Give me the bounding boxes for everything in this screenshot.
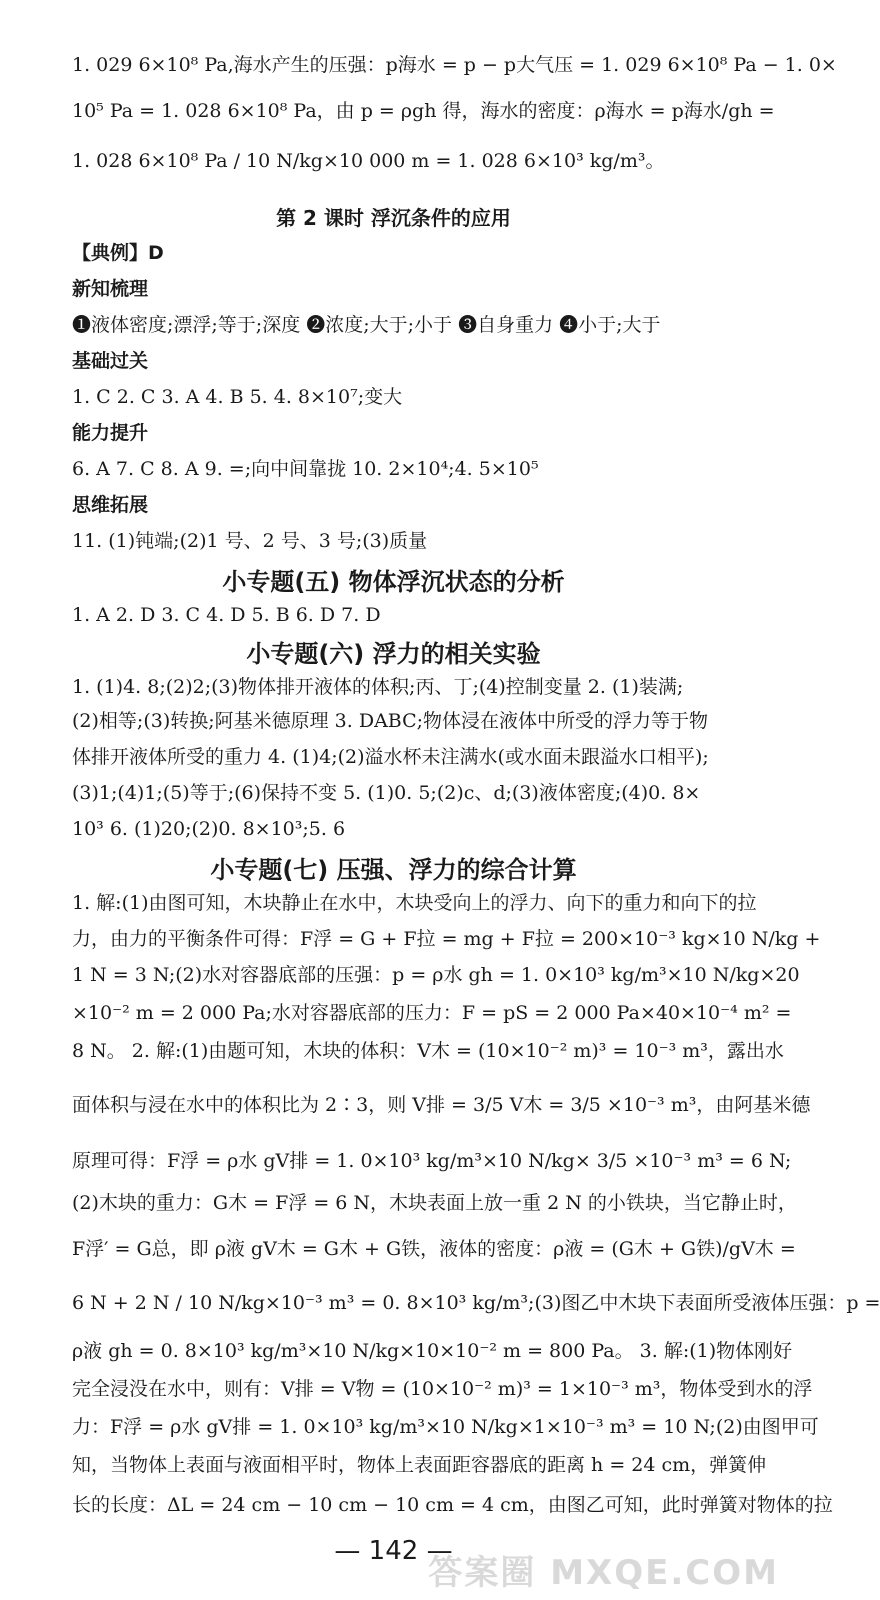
watermark-logo: 答案圈 MXQE.COM <box>428 1553 779 1593</box>
topic7-title: 小专题(七) 压强、浮力的综合计算 <box>210 856 577 884</box>
heading-new-knowledge: 新知梳理 <box>72 278 149 300</box>
example-answer: 【典例】D <box>72 242 164 264</box>
page-number: — 142 — <box>334 1536 453 1566</box>
text-line: ρ液 gh = 0. 8×10³ kg/m³×10 N/kg×10×10⁻² m = 800 Pa。 3. 解:(1)物体刚好 <box>72 1340 793 1362</box>
text-line: 知，当物体上表面与液面相平时，物体上表面距容器底的距离 h = 24 cm，弹簧伸 <box>72 1454 767 1476</box>
heading-ability: 能力提升 <box>72 422 149 444</box>
text-line: 原理可得：F浮 = ρ水 gV排 = 1. 0×10³ kg/m³×10 N/kg× 3/5 ×10⁻³ m³ = 6 N; <box>72 1150 792 1172</box>
text-line: (2)木块的重力：G木 = F浮 = 6 N，木块表面上放一重 2 N 的小铁块，当它静止时， <box>72 1192 797 1214</box>
text-line: 完全浸没在水中，则有：V排 = V物 = (10×10⁻² m)³ = 1×10⁻³ m³，物体受到水的浮 <box>72 1378 813 1400</box>
text-line: 10⁵ Pa = 1. 028 6×10⁸ Pa，由 p = ρgh 得，海水的密度：ρ海水 = p海水/gh = <box>72 100 775 122</box>
thinking-answers: 11. (1)钝端;(2)1 号、2 号、3 号;(3)质量 <box>72 530 428 552</box>
topic5-title: 小专题(五) 物体浮沉状态的分析 <box>222 568 565 596</box>
text-line: ×10⁻² m = 2 000 Pa;水对容器底部的压力：F = pS = 2 000 Pa×40×10⁻⁴ m² = <box>72 1002 792 1024</box>
text-line: 力：F浮 = ρ水 gV排 = 1. 0×10³ kg/m³×10 N/kg×1×10⁻³ m³ = 10 N;(2)由图甲可 <box>72 1416 819 1438</box>
text-line: 1. 028 6×10⁸ Pa / 10 N/kg×10 000 m = 1. 028 6×10³ kg/m³。 <box>72 150 665 172</box>
lesson-title: 第 2 课时 浮沉条件的应用 <box>276 206 511 230</box>
text-line: 面体积与浸在水中的体积比为 2∶3，则 V排 = 3/5 V木 = 3/5 ×10⁻³ m³，由阿基米德 <box>72 1094 811 1116</box>
text-line: F浮′ = G总，即 ρ液 gV木 = G木 + G铁，液体的密度：ρ液 = (G木 + G铁)/gV木 = <box>72 1238 796 1260</box>
topic6-title: 小专题(六) 浮力的相关实验 <box>246 640 541 668</box>
ability-answers: 6. A 7. C 8. A 9. =;向中间靠拢 10. 2×10⁴;4. 5×10⁵ <box>72 458 539 480</box>
text-line: 长的长度：ΔL = 24 cm − 10 cm − 10 cm = 4 cm，由图乙可知，此时弹簧对物体的拉 <box>72 1494 833 1516</box>
heading-thinking: 思维拓展 <box>72 494 149 516</box>
text-line: 6 N + 2 N / 10 N/kg×10⁻³ m³ = 0. 8×10³ kg/m³;(3)图乙中木块下表面所受液体压强：p = <box>72 1292 880 1314</box>
text-line: 体排开液体所受的重力 4. (1)4;(2)溢水杯未注满水(或水面未跟溢水口相平); <box>72 746 709 768</box>
text-line: (2)相等;(3)转换;阿基米德原理 3. DABC;物体浸在液体中所受的浮力等于物 <box>72 710 709 732</box>
new-knowledge-answers: ❶液体密度;漂浮;等于;深度 ❷浓度;大于;小于 ❸自身重力 ❹小于;大于 <box>72 314 661 336</box>
text-line: 10³ 6. (1)20;(2)0. 8×10³;5. 6 <box>72 818 346 840</box>
text-line: 1. 解:(1)由图可知，木块静止在水中，木块受向上的浮力、向下的重力和向下的拉 <box>72 892 757 914</box>
text-line: 1 N = 3 N;(2)水对容器底部的压强：p = ρ水 gh = 1. 0×10³ kg/m³×10 N/kg×20 <box>72 964 800 986</box>
text-line: (3)1;(4)1;(5)等于;(6)保持不变 5. (1)0. 5;(2)c、d;(3)液体密度;(4)0. 8× <box>72 782 701 804</box>
text-line: 1. 029 6×10⁸ Pa,海水产生的压强：p海水 = p − p大气压 = 1. 029 6×10⁸ Pa − 1. 0× <box>72 54 837 76</box>
text-line: 8 N。 2. 解:(1)由题可知，木块的体积：V木 = (10×10⁻² m)³ = 10⁻³ m³，露出水 <box>72 1040 784 1062</box>
heading-basic: 基础过关 <box>72 350 149 372</box>
text-line: 力，由力的平衡条件可得：F浮 = G + F拉 = mg + F拉 = 200×10⁻³ kg×10 N/kg + <box>72 928 821 950</box>
basic-answers: 1. C 2. C 3. A 4. B 5. 4. 8×10⁷;变大 <box>72 386 403 408</box>
topic5-answers: 1. A 2. D 3. C 4. D 5. B 6. D 7. D <box>72 604 381 626</box>
text-line: 1. (1)4. 8;(2)2;(3)物体排开液体的体积;丙、丁;(4)控制变量 2. (1)装满; <box>72 676 684 698</box>
